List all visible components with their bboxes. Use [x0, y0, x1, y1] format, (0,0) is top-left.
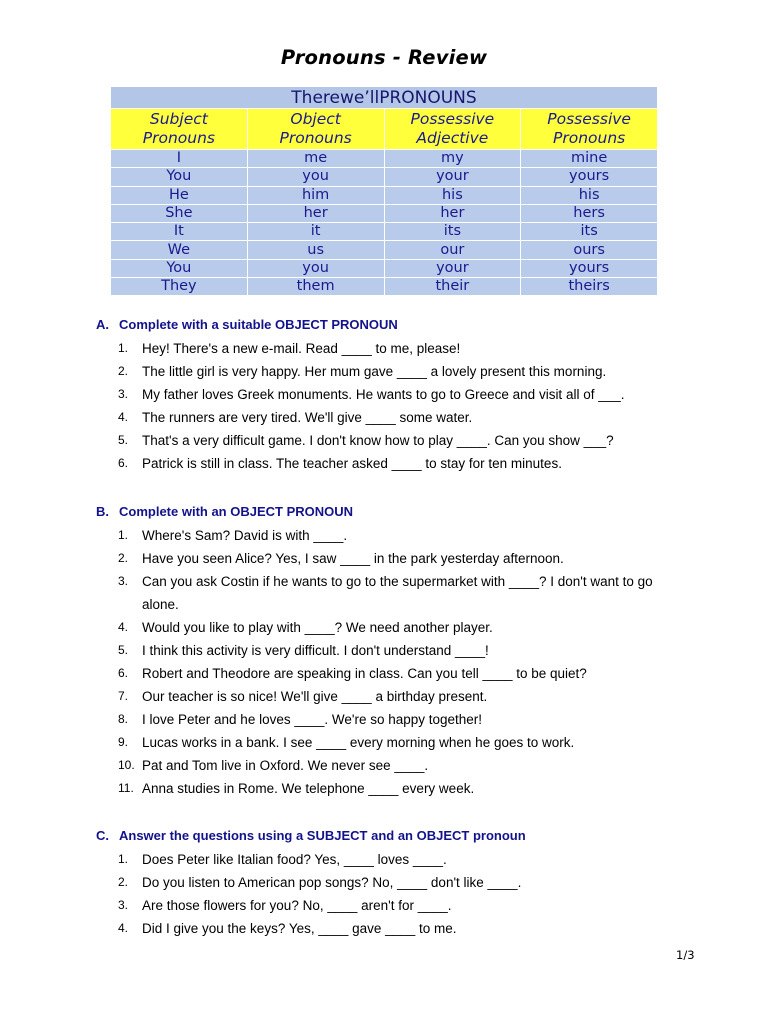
table-cell: her	[384, 204, 521, 222]
section-heading	[96, 828, 526, 843]
table-cell: I	[111, 150, 248, 168]
table-cell: his	[521, 186, 658, 204]
item-number: 8.	[118, 712, 129, 726]
item-number: 4.	[118, 921, 129, 935]
table-cell: yours	[521, 259, 658, 277]
item-text: Our teacher is so nice! We'll give ____ a birthday present.	[142, 689, 488, 704]
item-number: 5.	[118, 433, 129, 447]
table-row	[111, 278, 658, 296]
page-number: 1/3	[676, 948, 695, 962]
table-cell: He	[111, 186, 248, 204]
table-cell: you	[247, 168, 384, 186]
table-cell: them	[247, 278, 384, 296]
section-letter: C.	[96, 828, 109, 843]
item-text: Pat and Tom live in Oxford. We never see ____.	[142, 758, 429, 773]
header-subject-pronouns: Subject Pronouns	[111, 109, 248, 150]
item-number: 3.	[118, 898, 129, 912]
section-title: Complete with a suitable OBJECT PRONOUN	[119, 317, 398, 332]
table-cell: hers	[521, 204, 658, 222]
item-text: I love Peter and he loves ____. We're so happy together!	[142, 712, 483, 727]
item-number: 4.	[118, 410, 129, 424]
table-cell: our	[384, 241, 521, 259]
section-title: Complete with an OBJECT PRONOUN	[119, 504, 354, 519]
item-text: Are those flowers for you? No, ____ aren't for ____.	[142, 898, 452, 913]
table-row	[111, 168, 658, 186]
table-cell: us	[247, 241, 384, 259]
table-cell: it	[247, 223, 384, 241]
table-cell: its	[521, 223, 658, 241]
item-number: 9.	[118, 735, 129, 749]
item-number: 2.	[118, 875, 129, 889]
item-text: Does Peter like Italian food? Yes, ____ loves ____.	[142, 852, 447, 867]
item-text: Where's Sam? David is with ____.	[142, 528, 348, 543]
table-cell: You	[111, 168, 248, 186]
item-text: Do you listen to American pop songs? No, ____ don't like ____.	[142, 875, 522, 890]
item-number: 6.	[118, 456, 129, 470]
table-cell: She	[111, 204, 248, 222]
table-row	[111, 241, 658, 259]
header-object-pronouns: Object Pronouns	[247, 109, 384, 150]
item-number: 7.	[118, 689, 129, 703]
table-cell: They	[111, 278, 248, 296]
item-number: 6.	[118, 666, 129, 680]
pronouns-table	[110, 86, 658, 296]
table-cell: yours	[521, 168, 658, 186]
table-cell: ours	[521, 241, 658, 259]
table-caption: Therewe’llPRONOUNS	[111, 87, 658, 109]
item-text: Can you ask Costin if he wants to go to the supermarket with ____? I don't want to go	[142, 574, 653, 589]
item-text: Would you like to play with ____? We need another player.	[142, 620, 493, 635]
table-header-row	[111, 109, 658, 150]
item-number: 2.	[118, 551, 129, 565]
table-cell: We	[111, 241, 248, 259]
table-cell: their	[384, 278, 521, 296]
item-text: The little girl is very happy. Her mum gave ____ a lovely present this morning.	[142, 364, 607, 379]
item-number: 3.	[118, 387, 129, 401]
item-number: 1.	[118, 528, 129, 542]
table-cell: him	[247, 186, 384, 204]
item-number: 5.	[118, 643, 129, 657]
page-title: Pronouns - Review	[280, 46, 488, 69]
section-heading	[96, 504, 353, 519]
table-cell: your	[384, 168, 521, 186]
item-number: 3.	[118, 574, 129, 588]
table-cell: my	[384, 150, 521, 168]
section-letter: A.	[96, 317, 109, 332]
table-cell: his	[384, 186, 521, 204]
item-text: I think this activity is very difficult. I don't understand ____!	[142, 643, 489, 658]
item-text: Robert and Theodore are speaking in class. Can you tell ____ to be quiet?	[142, 666, 587, 681]
item-text: Have you seen Alice? Yes, I saw ____ in the park yesterday afternoon.	[142, 551, 564, 566]
item-text: The runners are very tired. We'll give ____ some water.	[142, 410, 473, 425]
item-text: Hey! There's a new e-mail. Read ____ to me, please!	[142, 341, 461, 356]
item-number: 2.	[118, 364, 129, 378]
item-number: 11.	[118, 781, 134, 795]
item-number: 1.	[118, 852, 129, 866]
section-title: Answer the questions using a SUBJECT and an OBJECT pronoun	[119, 828, 526, 843]
header-possessive-pronouns: Possessive Pronouns	[521, 109, 658, 150]
item-text: Did I give you the keys? Yes, ____ gave ____ to me.	[142, 921, 457, 936]
item-text: My father loves Greek monuments. He wants to go to Greece and visit all of ___.	[142, 387, 625, 402]
item-number: 10.	[118, 758, 135, 772]
section-heading	[96, 317, 398, 332]
table-cell: You	[111, 259, 248, 277]
table-row	[111, 259, 658, 277]
item-text: alone.	[142, 597, 179, 612]
table-cell: me	[247, 150, 384, 168]
item-number: 4.	[118, 620, 129, 634]
item-text: Lucas works in a bank. I see ____ every morning when he goes to work.	[142, 735, 575, 750]
table-row	[111, 150, 658, 168]
item-text: Patrick is still in class. The teacher asked ____ to stay for ten minutes.	[142, 456, 562, 471]
table-cell: her	[247, 204, 384, 222]
item-number: 1.	[118, 341, 129, 355]
table-row	[111, 204, 658, 222]
table-cell: theirs	[521, 278, 658, 296]
table-cell: your	[384, 259, 521, 277]
section-letter: B.	[96, 504, 109, 519]
table-row	[111, 186, 658, 204]
item-text: Anna studies in Rome. We telephone ____ every week.	[142, 781, 475, 796]
header-possessive-adjective: Possessive Adjective	[384, 109, 521, 150]
table-cell: mine	[521, 150, 658, 168]
table-row	[111, 223, 658, 241]
table-cell: you	[247, 259, 384, 277]
item-text: That's a very difficult game. I don't know how to play ____. Can you show ___?	[142, 433, 614, 448]
table-cell: its	[384, 223, 521, 241]
table-cell: It	[111, 223, 248, 241]
